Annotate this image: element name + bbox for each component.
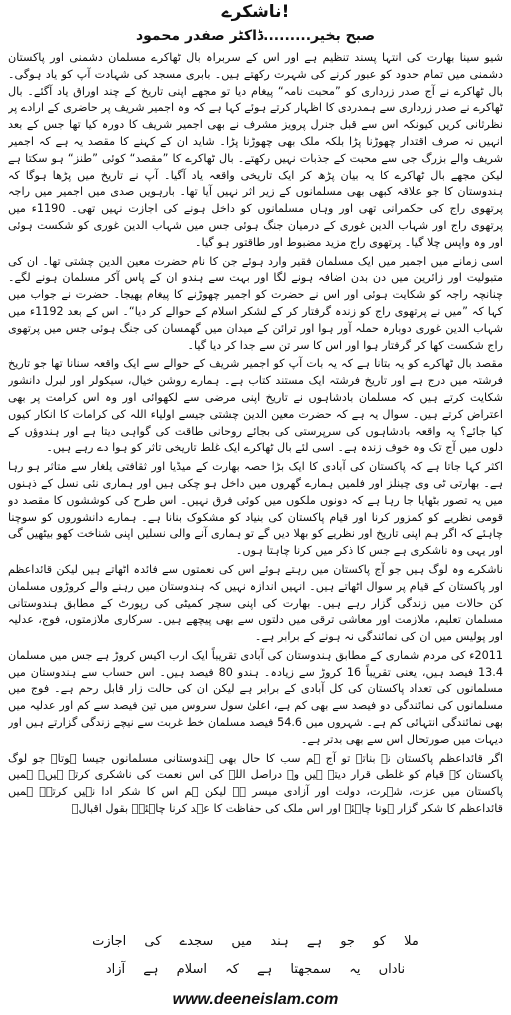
poetry-couplet-line-1: ملا کو جو ہے ہند میں سجدے کی اجازت: [92, 934, 419, 949]
article-paragraph: ناشکرے وہ لوگ ہیں جو آج پاکستان میں رہتے ہوئے اس کی نعمتوں سے فائدہ اٹھاتے ہیں لیکن قائداعظم اور پاکستان کے قیام پر سوال اٹھاتے ہیں۔ انہیں اندازہ نہیں کہ ہندوستان میں رہنے والے کروڑوں مسلمان کن حالات میں زندگی گزار رہے ہیں۔ بھارت کی اپنی سچر کمیٹی کی رپورٹ کے مطابق ہندوستانی مسلمان تعلیم، ملازمت اور معاشی ترقی میں دلتوں سے بھی پیچھے ہیں۔ سرکاری ملازمتوں، فوج، عدلیہ اور پولیس میں ان کی نمائندگی نہ ہونے کے برابر ہے۔: [8, 562, 503, 644]
website-url: www.deeneislam.com: [172, 991, 339, 1008]
article-title: ناشکرے!: [221, 2, 290, 22]
article-paragraph: مقصد بال ٹھاکرے کو یہ بتانا ہے کہ یہ بات آپ کو اجمیر شریف کے حوالے سے ایک واقعہ سنانا تھا جو تاریخ فرشتہ میں درج ہے اور تاریخ فرشتہ ایک مستند کتاب ہے۔ ہمارے روشن خیال، سیکولر اور لبرل دانشور شکایت کرتے ہیں کہ مسلمان بادشاہوں نے تاریخ اپنی مرضی سے لکھوائی اور وہ اس کرامت پر بھی اعتراض کرتے ہیں۔ سوال یہ ہے کہ حضرت معین الدین چشتی جیسے اولیاء اللہ کی کرامات کا انکار کیوں کیا جائے؟ یہ واقعہ بادشاہوں کی سرپرستی کی بجائے روحانی طاقت کی گواہی دیتا ہے اور ہندوؤں کے دلوں میں آج تک وہ خوف زندہ ہے۔ اسی لئے بال ٹھاکرے ایک غلط تاریخی تاثر کو ہوا دے رہے ہیں۔: [8, 357, 503, 455]
article-paragraph: اگر قائداعظم پاکستان نہ بناتے تو آج ہم سب کا حال بھی ہندوستانی مسلمانوں جیسا ہوتا۔ جو لوگ پاکستان کے قیام کو غلطی قرار دیتے ہیں وہ دراصل اللہ کی اس نعمت کی ناشکری کرتے ہیں۔ ہمیں پاکستان میں عزت، شہرت، دولت اور آزادی میسر ہے لیکن ہم اس کا شکر ادا نہیں کرتے۔ ہمیں قائداعظم کا شکر گزار ہونا چاہئے اور اس ملک کی حفاظت کا عہد کرنا چاہئے۔ بقول اقبالؒ: [8, 751, 503, 816]
article-paragraph: 2011ء کی مردم شماری کے مطابق ہندوستان کی آبادی تقریباً ایک ارب اکیس کروڑ ہے جس میں مسلمان 13.4 فیصد ہیں، یعنی تقریباً 16 کروڑ سے زیادہ۔ ہندو 80 فیصد ہیں۔ اس حساب سے ہندوستان میں مسلمانوں کی تعداد پاکستان کی کل آبادی کے برابر ہے لیکن ان کی حالت زار قابل رحم ہے۔ فوج میں مسلمانوں کی نمائندگی دو فیصد سے بھی کم ہے، اعلیٰ سول سروس میں تین فیصد سے کم اور عدلیہ میں بھی نمائندگی انتہائی کم ہے۔ شہروں میں 54.6 فیصد مسلمان خط غربت سے نیچے زندگی گزارتے ہیں اور دیہات میں صورتحال اس سے بھی بدتر ہے۔: [8, 648, 503, 746]
article-paragraph: شیو سینا بھارت کی انتہا پسند تنظیم ہے اور اس کے سربراہ بال ٹھاکرے مسلمان دشمنی اور پاکستان دشمنی میں تمام حدود کو عبور کرنے کی شہرت رکھتے ہیں۔ بابری مسجد کی شہادت آپ کو یاد ہوگی۔ بال ٹھاکرے نے آج صدر زرداری کو ”محبت نامہ“ پیغام دیا تو مجھے اپنی تاریخ کے چند اوراق یاد آگئے۔ بال ٹھاکرے نے صدر زرداری سے ہمدردی کا اظہار کرتے ہوئے کہا ہے کہ وہ اجمیر شریف پر حاضری کے ارادے پر نظرثانی کریں کیونکہ اس سے قبل جنرل پرویز مشرف نے بھی اجمیر شریف کا دورہ کیا تھا جس کے بعد انہیں نہ صرف اقتدار چھوڑنا پڑا بلکہ ملک بھی چھوڑنا پڑا۔ شاید ان کے کہنے کا مقصد یہ ہے کہ اجمیر شریف والے بزرگ جی سے محبت کے جذبات نہیں رکھتے۔ بال ٹھاکرے کا ”مقصد“ کوئی ”طنز“ ہو سکتا ہے لیکن مجھے بال ٹھاکرے کا یہ بیان پڑھ کر ایک تاریخی واقعہ یاد آگیا۔ آپ نے تاریخ میں پڑھا ہوگا کہ ہندوستان کا جو علاقہ کبھی بھی مسلمانوں کے زیر اثر نہیں آیا تھا۔ بارہویں صدی میں اجمیر میں راجہ پرتھوی راج کی حکمرانی تھی اور وہاں مسلمانوں کو داخل ہونے کی اجازت نہیں تھی۔ 1190ء میں پرتھوی راج اور شہاب الدین غوری کے درمیان جنگ ہوئی جس میں شہاب الدین غوری کو شکست ہوئی اور وہ واپس چلا گیا۔ پرتھوی راج مزید مضبوط اور طاقتور ہو گیا۔: [8, 51, 503, 249]
article-body: [8, 50, 503, 922]
poetry-couplet-line-2: ناداں یہ سمجھتا ہے کہ اسلام ہے آزاد: [105, 962, 406, 977]
article-paragraph: اکثر کہا جاتا ہے کہ پاکستان کی آبادی کا ایک بڑا حصہ بھارت کے میڈیا اور ثقافتی یلغار سے متاثر ہو رہا ہے۔ بھارتی ٹی وی چینلز اور فلمیں ہمارے گھروں میں داخل ہو چکی ہیں اور ہماری نئی نسل کے ذہنوں میں یہ تصور بٹھایا جا رہا ہے کہ دونوں ملکوں میں کوئی فرق نہیں۔ اس طرح کی کوششوں کا مقصد دو قومی نظریے کو کمزور کرنا اور قیام پاکستان کی بنیاد کو مشکوک بنانا ہے۔ ہمارے دانشوروں کو سوچنا چاہئے کہ اگر ہم اپنی تاریخ اور نظریے کو بھلا دیں گے تو ہماری آنے والی نسلیں اپنی شناخت کھو بیٹھیں گی اور یہی وہ ناشکری ہے جس کا ذکر میں کرنا چاہتا ہوں۔: [8, 460, 503, 558]
article-byline: صبح بخیر.........ڈاکٹر صفدر محمود: [135, 28, 376, 44]
article-paragraph: اسی زمانے میں اجمیر میں ایک مسلمان فقیر وارد ہوئے جن کا نام حضرت معین الدین چشتی تھا۔ ان کی متبولیت اور زائرین میں دن بدن اضافہ ہونے لگا اور بہت سے ہندو ان کے پاس آکر مسلمان ہونے لگے۔ چنانچہ راجہ کو شکایت ہوئی اور اس نے حضرت کو اجمیر چھوڑنے کا پیغام بھیجا۔ حضرت نے جواب میں کہا کہ ”میں نے پرتھوی راج کو زندہ گرفتار کر کے لشکر اسلام کے حوالے کر دیا“۔ اس کے بعد 1192ء میں شہاب الدین غوری دوبارہ حملہ آور ہوا اور ترائن کے میدان میں گھمسان کی جنگ ہوئی جس میں پرتھوی راج شکست کھا کر گرفتار ہوا اور اس کا سر تن سے جدا کر دیا گیا۔: [8, 254, 503, 352]
